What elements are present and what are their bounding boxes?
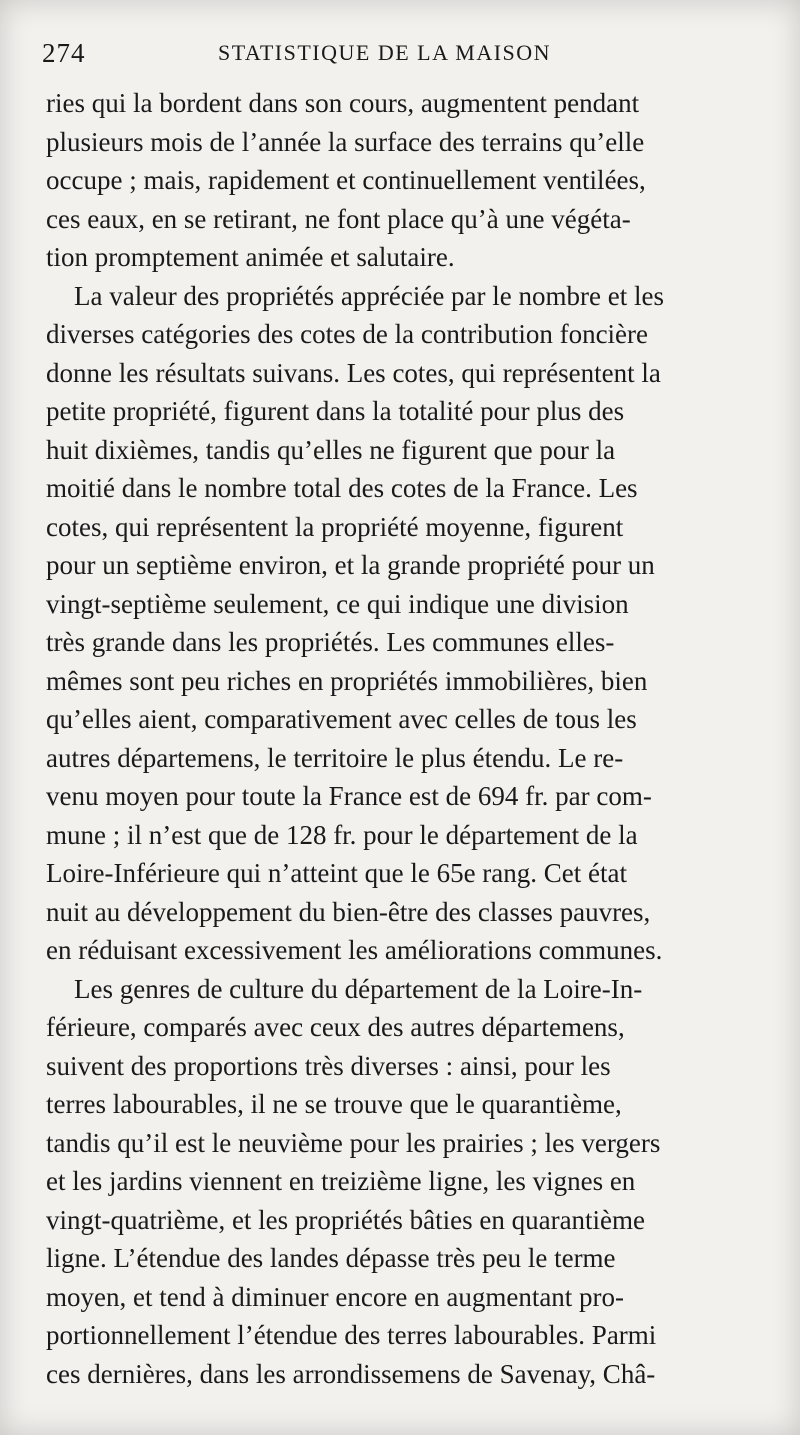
text-line: qu’elles aient, comparativement avec celles de tous les: [46, 704, 637, 734]
text-line: occupe ; mais, rapidement et continuellement ventilées,: [46, 165, 646, 195]
paragraph-start-line: Les genres de culture du département de la Loire-In-: [74, 973, 643, 1004]
text-line: huit dixièmes, tandis qu’elles ne figurent que pour la: [46, 434, 616, 465]
text-line: suivent des proportions très diverses : ainsi, pour les: [46, 1050, 611, 1081]
body-text: [46, 84, 756, 1393]
text-line: pour un septième environ, et la grande propriété pour un: [46, 550, 655, 580]
text-line: Loire-Inférieure qui n’atteint que le 65e rang. Cet état: [46, 858, 627, 888]
text-line: petite propriété, figurent dans la totalité pour plus des: [46, 396, 625, 426]
text-line: ligne. L’étendue des landes dépasse très peu le terme: [46, 1243, 616, 1273]
text-line: ces eaux, en se retirant, ne font place qu’à une végéta-: [46, 203, 631, 234]
text-line: nuit au développement du bien-être des classes pauvres,: [46, 896, 651, 927]
text-line: portionnellement l’étendue des terres labourables. Parmi: [46, 1320, 657, 1350]
page-number: 274: [42, 38, 86, 68]
running-head: [40, 34, 760, 74]
text-line: très grande dans les propriétés. Les communes elles-: [46, 627, 615, 657]
text-line: moyen, et tend à diminuer encore en augmentant pro-: [46, 1281, 625, 1312]
text-line: férieure, comparés avec ceux des autres départemens,: [46, 1012, 625, 1042]
text-line: plusieurs mois de l’année la surface des terrains qu’elle: [46, 126, 645, 157]
text-line: ces dernières, dans les arrondissemens de Savenay, Châ-: [46, 1358, 656, 1389]
text-line: moitié dans le nombre total des cotes de la France. Les: [46, 473, 638, 503]
text-line: diverses catégories des cotes de la contribution foncière: [46, 319, 649, 349]
text-line: donne les résultats suivans. Les cotes, qui représentent la: [46, 357, 661, 388]
text-line: vingt-quatrième, et les propriétés bâties en quarantième: [46, 1204, 646, 1235]
text-line: cotes, qui représentent la propriété moyenne, figurent: [46, 511, 624, 542]
text-line: tandis qu’il est le neuvième pour les prairies ; les vergers: [46, 1127, 661, 1158]
text-line: en réduisant excessivement les améliorations communes.: [46, 935, 663, 965]
running-title: STATISTIQUE DE LA MAISON: [218, 40, 552, 65]
text-line: et les jardins viennent en treizième ligne, les vignes en: [46, 1166, 636, 1196]
text-line: venu moyen pour toute la France est de 694 fr. par com-: [46, 781, 652, 811]
text-line: autres départemens, le territoire le plus étendu. Le re-: [46, 742, 624, 773]
text-line: terres labourables, il ne se trouve que le quarantième,: [46, 1089, 622, 1119]
paragraph-start-line: La valeur des propriétés appréciée par le nombre et les: [74, 280, 664, 311]
text-line: tion promptement animée et salutaire.: [46, 242, 455, 272]
text-line: ries qui la bordent dans son cours, augmentent pendant: [46, 88, 640, 118]
text-line: mune ; il n’est que de 128 fr. pour le département de la: [46, 819, 638, 850]
text-line: mêmes sont peu riches en propriétés immobilières, bien: [46, 665, 648, 696]
text-line: vingt-septième seulement, ce qui indique une division: [46, 588, 629, 619]
